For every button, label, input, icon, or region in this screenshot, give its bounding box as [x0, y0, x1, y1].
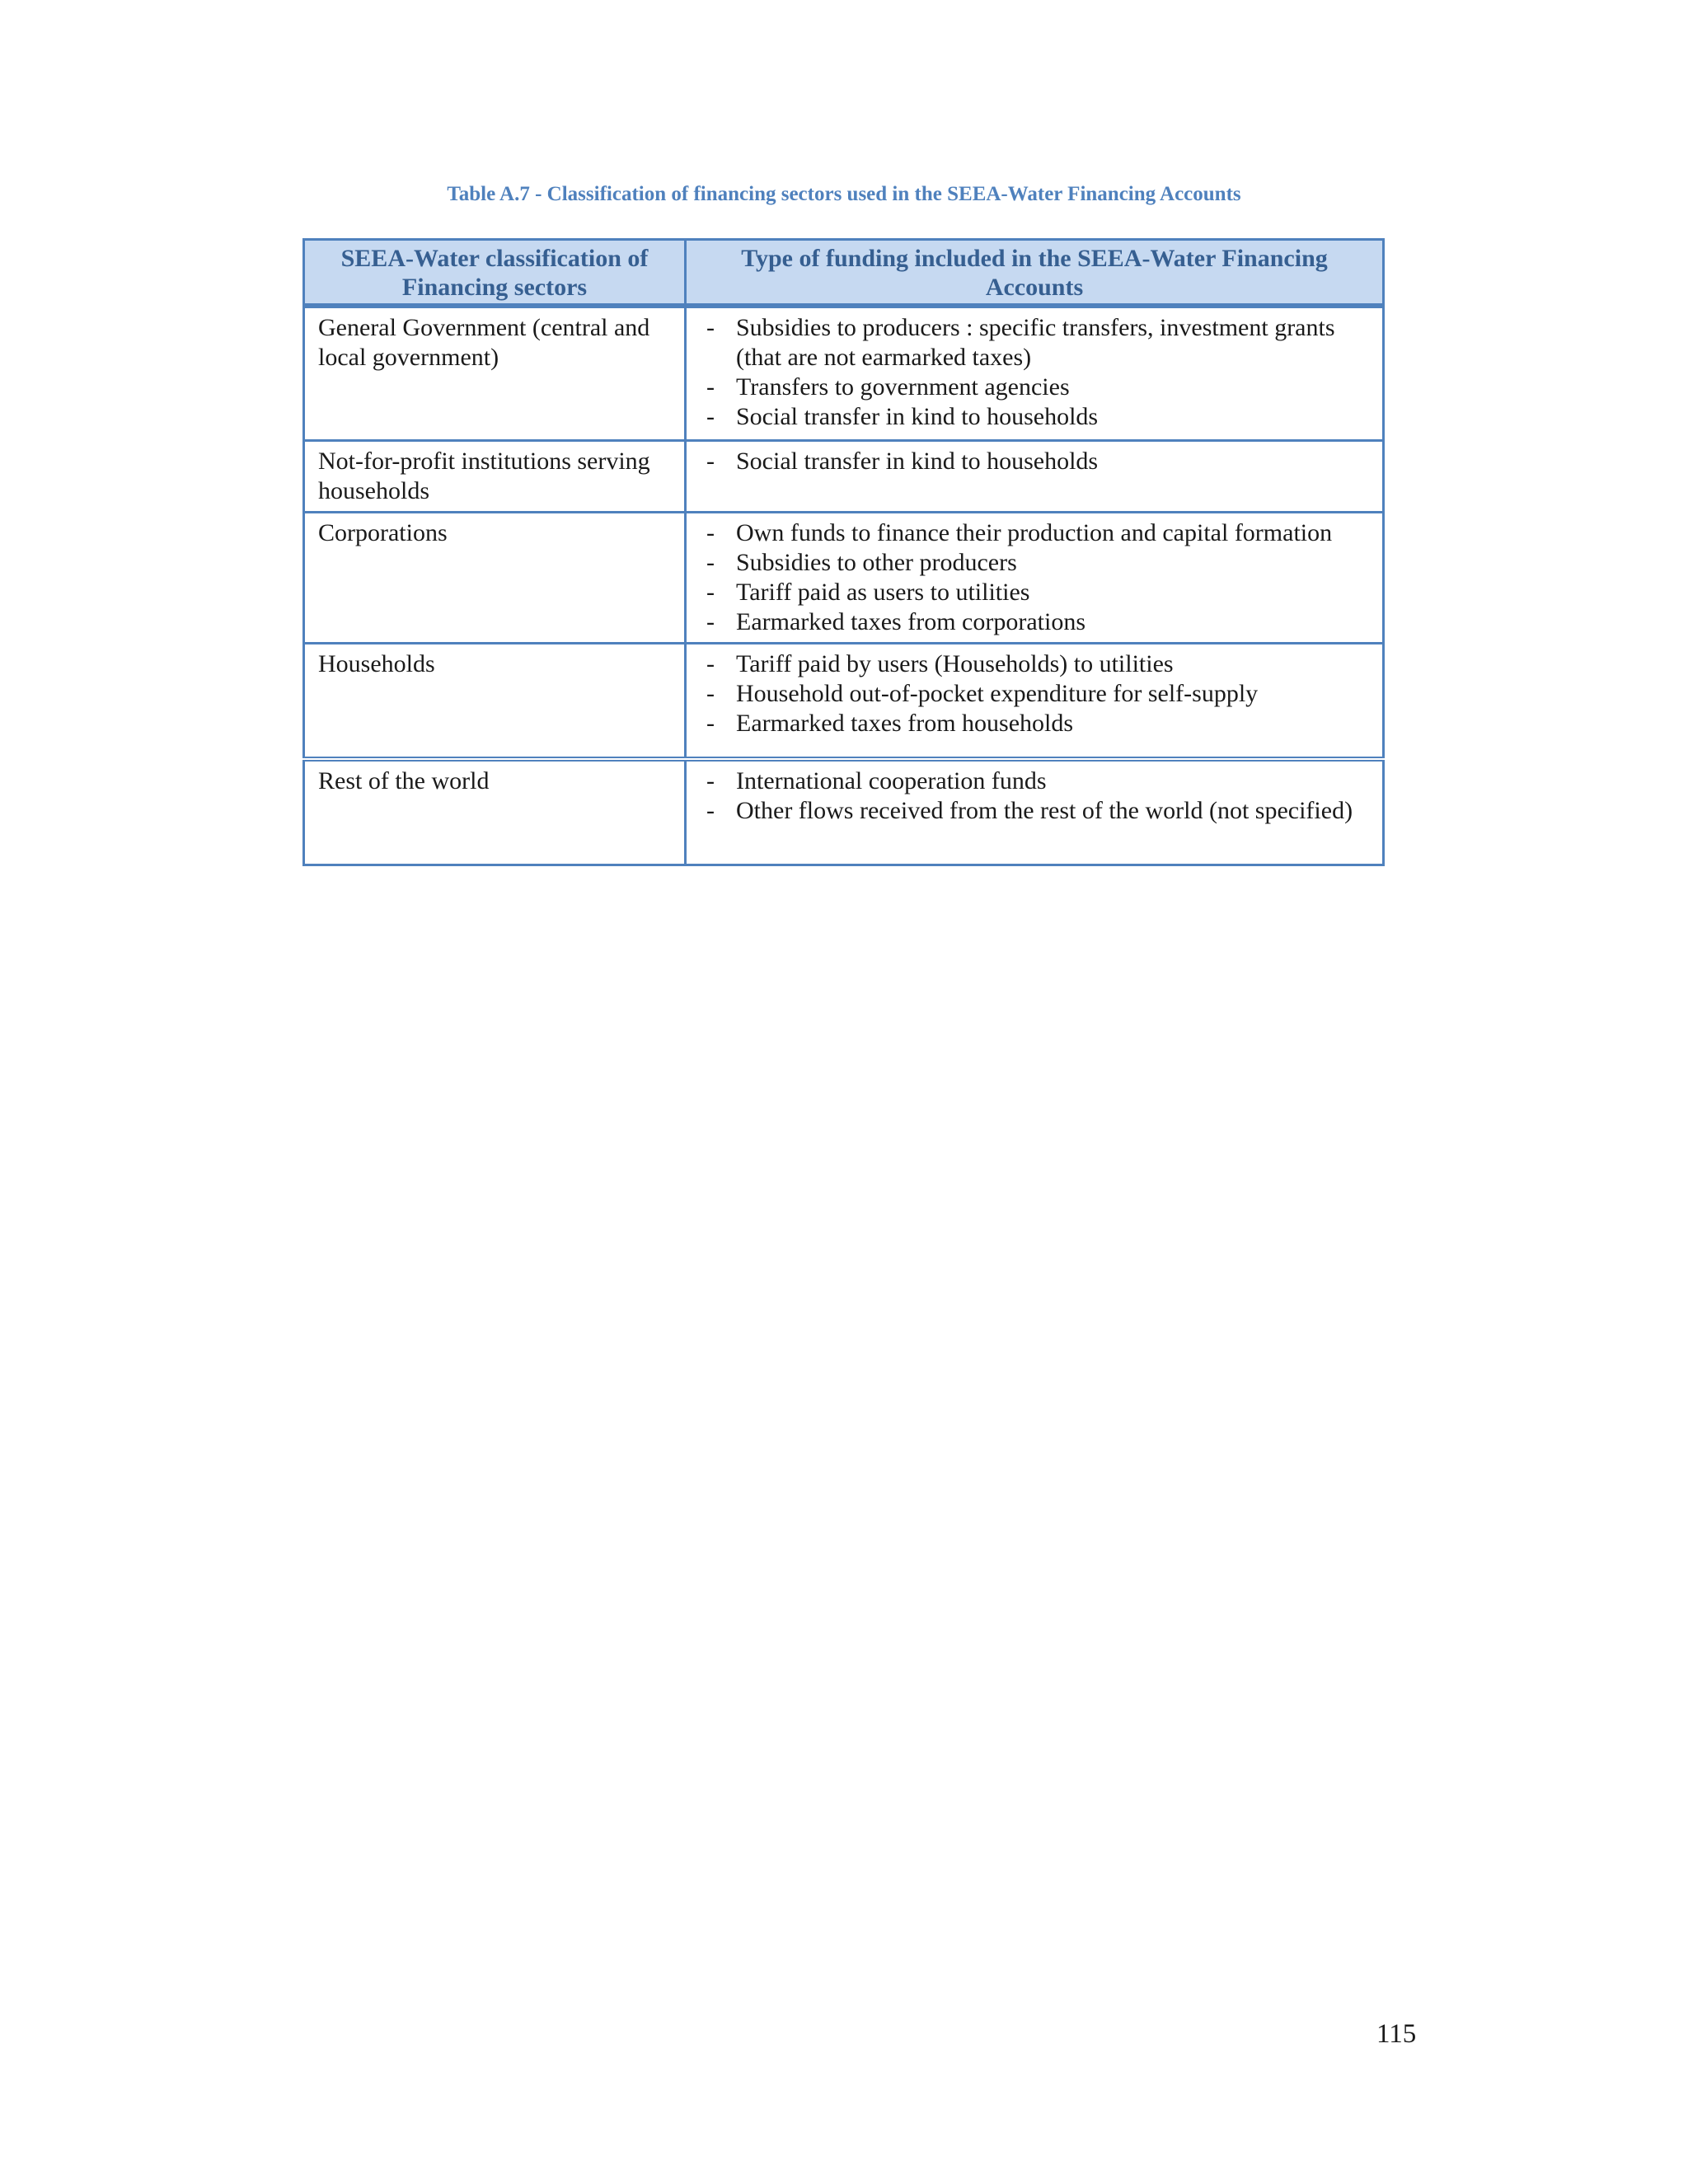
list-item: [700, 578, 1371, 607]
list-item-text: Social transfer in kind to households: [736, 403, 1099, 430]
table-row: [304, 759, 1384, 865]
list-item-text: Transfers to government agencies: [736, 373, 1070, 401]
list-item-text: Subsidies to other producers: [736, 549, 1017, 576]
funding-list: [700, 447, 1371, 476]
funding-cell-general-government: [686, 306, 1384, 441]
table-row: [304, 306, 1384, 441]
bullet-dash: -: [706, 680, 715, 707]
table-row: [304, 513, 1384, 644]
list-item-text: Subsidies to producers : specific transfers, investment grants (that are not earmarked taxes): [736, 314, 1335, 371]
funding-list: [700, 766, 1371, 826]
list-item-text: Tariff paid as users to utilities: [736, 579, 1030, 606]
funding-list: [700, 313, 1371, 432]
bullet-dash: -: [706, 579, 715, 606]
list-item-text: Social transfer in kind to households: [736, 448, 1099, 475]
list-item: [700, 373, 1371, 402]
table-caption: Table A.7 - Classification of financing sectors used in the SEEA-Water Financing Accounts: [447, 183, 1241, 205]
header-sector-classification: SEEA-Water classification of Financing sectors: [304, 240, 686, 307]
funding-list: [700, 518, 1371, 637]
funding-cell-households: [686, 644, 1384, 760]
sector-cell-households: Households: [304, 644, 686, 760]
bullet-dash: -: [706, 314, 715, 341]
bullet-dash: -: [706, 403, 715, 430]
table-row: [304, 644, 1384, 760]
list-item: [700, 313, 1371, 373]
list-item-text: International cooperation funds: [736, 767, 1047, 794]
list-item: [700, 518, 1371, 548]
bullet-dash: -: [706, 710, 715, 737]
list-item: [700, 649, 1371, 679]
list-item: [700, 548, 1371, 578]
table-row: [304, 441, 1384, 513]
list-item: [700, 447, 1371, 476]
funding-cell-npish: [686, 441, 1384, 513]
sector-cell-npish: Not-for-profit institutions serving households: [304, 441, 686, 513]
sector-cell-general-government: General Government (central and local government): [304, 306, 686, 441]
table-header-row: [304, 240, 1384, 307]
bullet-dash: -: [706, 797, 715, 824]
list-item-text: Tariff paid by users (Households) to utilities: [736, 650, 1174, 677]
bullet-dash: -: [706, 549, 715, 576]
list-item-text: Household out-of-pocket expenditure for self-supply: [736, 680, 1259, 707]
bullet-dash: -: [706, 650, 715, 677]
list-item: [700, 709, 1371, 738]
bullet-dash: -: [706, 519, 715, 546]
financing-sectors-table: [302, 238, 1385, 866]
list-item: [700, 679, 1371, 709]
bullet-dash: -: [706, 608, 715, 635]
list-item-text: Earmarked taxes from corporations: [736, 608, 1085, 635]
bullet-dash: -: [706, 767, 715, 794]
list-item-text: Other flows received from the rest of the world (not specified): [736, 797, 1353, 824]
list-item: [700, 766, 1371, 796]
list-item: [700, 796, 1371, 826]
page-number: 115: [1376, 2019, 1417, 2049]
sector-cell-corporations: Corporations: [304, 513, 686, 644]
list-item: [700, 607, 1371, 637]
list-item-text: Earmarked taxes from households: [736, 710, 1074, 737]
header-funding-type: Type of funding included in the SEEA-Water Financing Accounts: [686, 240, 1384, 307]
sector-cell-rest-of-world: Rest of the world: [304, 759, 686, 865]
funding-list: [700, 649, 1371, 738]
funding-cell-rest-of-world: [686, 759, 1384, 865]
list-item: [700, 402, 1371, 432]
bullet-dash: -: [706, 448, 715, 475]
funding-cell-corporations: [686, 513, 1384, 644]
bullet-dash: -: [706, 373, 715, 401]
list-item-text: Own funds to finance their production and capital formation: [736, 519, 1333, 546]
